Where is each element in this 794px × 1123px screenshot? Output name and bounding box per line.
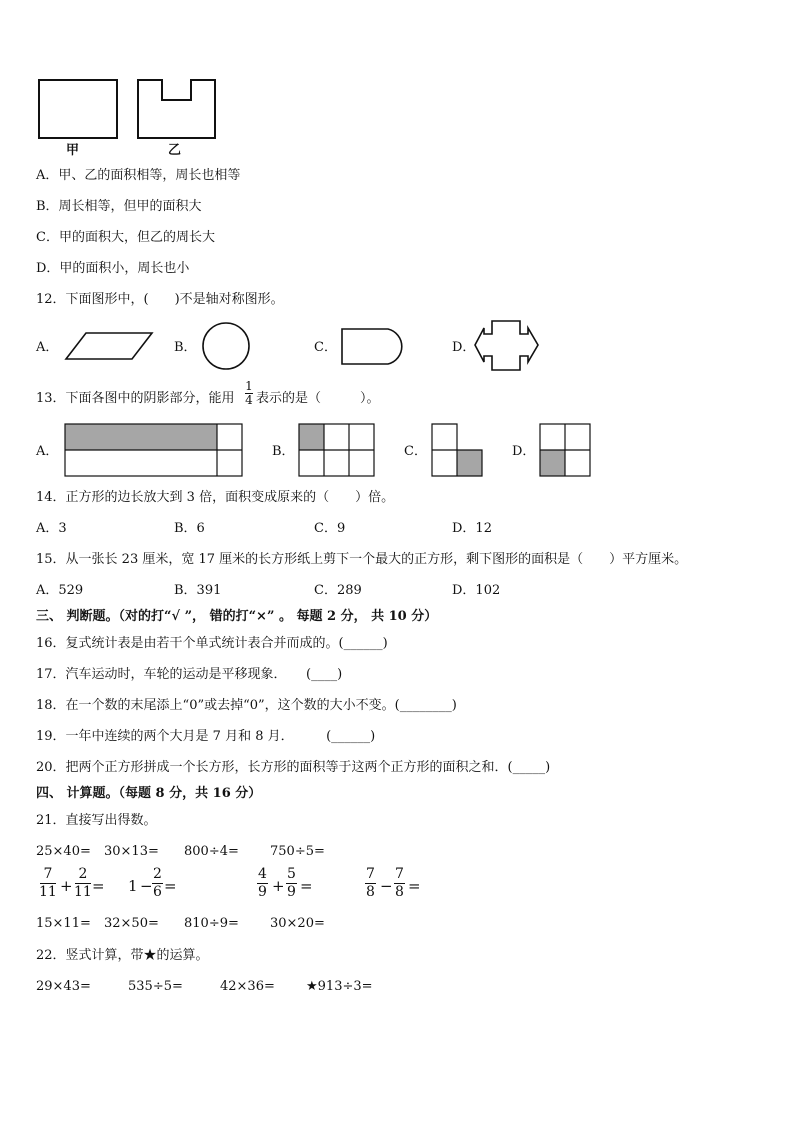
frac-denominator: 8: [366, 884, 375, 900]
figure-label-yi: 乙: [168, 143, 182, 158]
calc-r2-4-frac-a: [365, 866, 376, 901]
q17: 17．汽车运动时，车轮的运动是平移现象． (____): [36, 667, 343, 682]
calc-r2-2-op: −: [140, 877, 153, 895]
q15-option-b: B．391: [174, 583, 222, 598]
q18: 18．在一个数的末尾添上“0”或去掉“0”，这个数的大小不变。(________): [36, 698, 457, 713]
q12-stem: 12．下面图形中，( )不是轴对称图形。: [36, 292, 284, 307]
frac-denominator: 9: [287, 884, 296, 900]
calc-r4-1: 29×43=: [36, 979, 91, 994]
q20: 20．把两个正方形拼成一个长方形，长方形的面积等于这两个正方形的面积之和．(_____): [36, 760, 551, 775]
q12-label-d: D．: [452, 340, 476, 355]
q11-option-a: A．甲、乙的面积相等，周长也相等: [36, 168, 241, 183]
calc-r4-2: 535÷5=: [128, 979, 183, 994]
frac-numerator: 2: [153, 866, 162, 882]
figure-jia: [38, 78, 120, 142]
calc-r2-4-op: −: [380, 877, 393, 895]
frac-denominator: 9: [258, 884, 267, 900]
calc-r4-3: 42×36=: [220, 979, 275, 994]
q13-figure-d: [539, 423, 593, 477]
calc-r3-2: 32×50=: [104, 916, 159, 931]
q15-stem: 15．从一张长 23 厘米，宽 17 厘米的长方形纸上剪下一个最大的正方形，剩下图形的面积是（ ）平方厘米。: [36, 552, 688, 567]
calc-r2-4-frac-b: [394, 866, 405, 901]
frac-numerator: 5: [287, 866, 296, 882]
q13-figure-a: [64, 423, 244, 477]
q16: 16．复式统计表是由若干个单式统计表合并而成的。(______): [36, 636, 388, 651]
frac-numerator: 7: [395, 866, 404, 882]
q14-option-b: B．6: [174, 521, 205, 536]
q12-label-b: B．: [174, 340, 197, 355]
calc-r2-1-eq: =: [92, 877, 105, 895]
section3-title: 三、 判断题。（对的打“√ ”， 错的打“×” 。 每题 2 分， 共 10 分）: [36, 609, 438, 624]
figure-label-jia: 甲: [66, 143, 80, 158]
q13-frac-numerator: 1: [245, 379, 253, 393]
semicircle-ended-shape: [340, 327, 412, 367]
calc-r2-1-frac-b: [74, 866, 92, 901]
frac-denominator: 8: [395, 884, 404, 900]
q12-label-a: A．: [36, 340, 59, 355]
frac-numerator: 4: [258, 866, 267, 882]
calc-r1-3: 800÷4=: [184, 844, 239, 859]
calc-r2-2-lead: 1: [128, 877, 138, 895]
q21-stem: 21．直接写出得数。: [36, 813, 157, 828]
double-arrow-cross-shape: [474, 320, 542, 374]
calc-r3-1: 15×11=: [36, 916, 91, 931]
q22-stem: 22．竖式计算，带★的运算。: [36, 948, 209, 963]
q13-label-d: D．: [512, 444, 536, 459]
calc-r3-3: 810÷9=: [184, 916, 239, 931]
q13-stem-after: 表示的是（ ）。: [256, 391, 380, 406]
calc-r2-2-frac-b: [152, 866, 163, 901]
q13-figure-b: [298, 423, 376, 477]
q14-stem: 14．正方形的边长放大到 3 倍，面积变成原来的（ ）倍。: [36, 490, 395, 505]
frac-numerator: 2: [78, 866, 88, 882]
figure-yi: [136, 78, 218, 142]
calc-r2-3-frac-b: [286, 866, 297, 901]
calc-r4-4: ★913÷3=: [306, 979, 373, 994]
calc-r2-3-eq: =: [300, 877, 313, 895]
q13-fraction: [245, 380, 253, 407]
q15-option-c: C．289: [314, 583, 362, 598]
calc-r2-3-op: +: [272, 877, 285, 895]
q12-label-c: C．: [314, 340, 337, 355]
q14-option-a: A．3: [36, 521, 67, 536]
q13-label-a: A．: [36, 444, 59, 459]
q13-frac-denominator: 4: [245, 393, 253, 407]
calc-r2-4-eq: =: [408, 877, 421, 895]
q11-option-c: C．甲的面积大，但乙的周长大: [36, 230, 215, 245]
frac-denominator: 6: [153, 884, 162, 900]
q13-figure-c: [431, 423, 485, 477]
q15-option-a: A．529: [36, 583, 84, 598]
frac-denominator: 11: [39, 884, 57, 900]
calc-r2-3-frac-a: [257, 866, 268, 901]
calc-r3-4: 30×20=: [270, 916, 325, 931]
circle-shape: [200, 323, 254, 371]
frac-numerator: 7: [366, 866, 375, 882]
frac-numerator: 7: [43, 866, 53, 882]
q13-label-c: C．: [404, 444, 427, 459]
parallelogram-shape: [64, 331, 156, 363]
q14-option-c: C．9: [314, 521, 346, 536]
calc-r2-1-op: +: [60, 877, 73, 895]
frac-denominator: 11: [74, 884, 92, 900]
calc-r1-4: 750÷5=: [270, 844, 325, 859]
q19: 19．一年中连续的两个大月是 7 月和 8 月． (______): [36, 729, 376, 744]
section4-title: 四、 计算题。（每题 8 分，共 16 分）: [36, 786, 262, 801]
q15-option-d: D．102: [452, 583, 501, 598]
q11-option-d: D．甲的面积小，周长也小: [36, 261, 190, 276]
q11-option-b: B．周长相等，但甲的面积大: [36, 199, 202, 214]
q13-stem-before: 13．下面各图中的阴影部分，能用: [36, 391, 235, 406]
calc-r2-1-frac-a: [39, 866, 57, 901]
q13-label-b: B．: [272, 444, 295, 459]
q14-option-d: D．12: [452, 521, 492, 536]
calc-r2-2-eq: =: [164, 877, 177, 895]
calc-r1-1: 25×40=: [36, 844, 91, 859]
calc-r1-2: 30×13=: [104, 844, 159, 859]
